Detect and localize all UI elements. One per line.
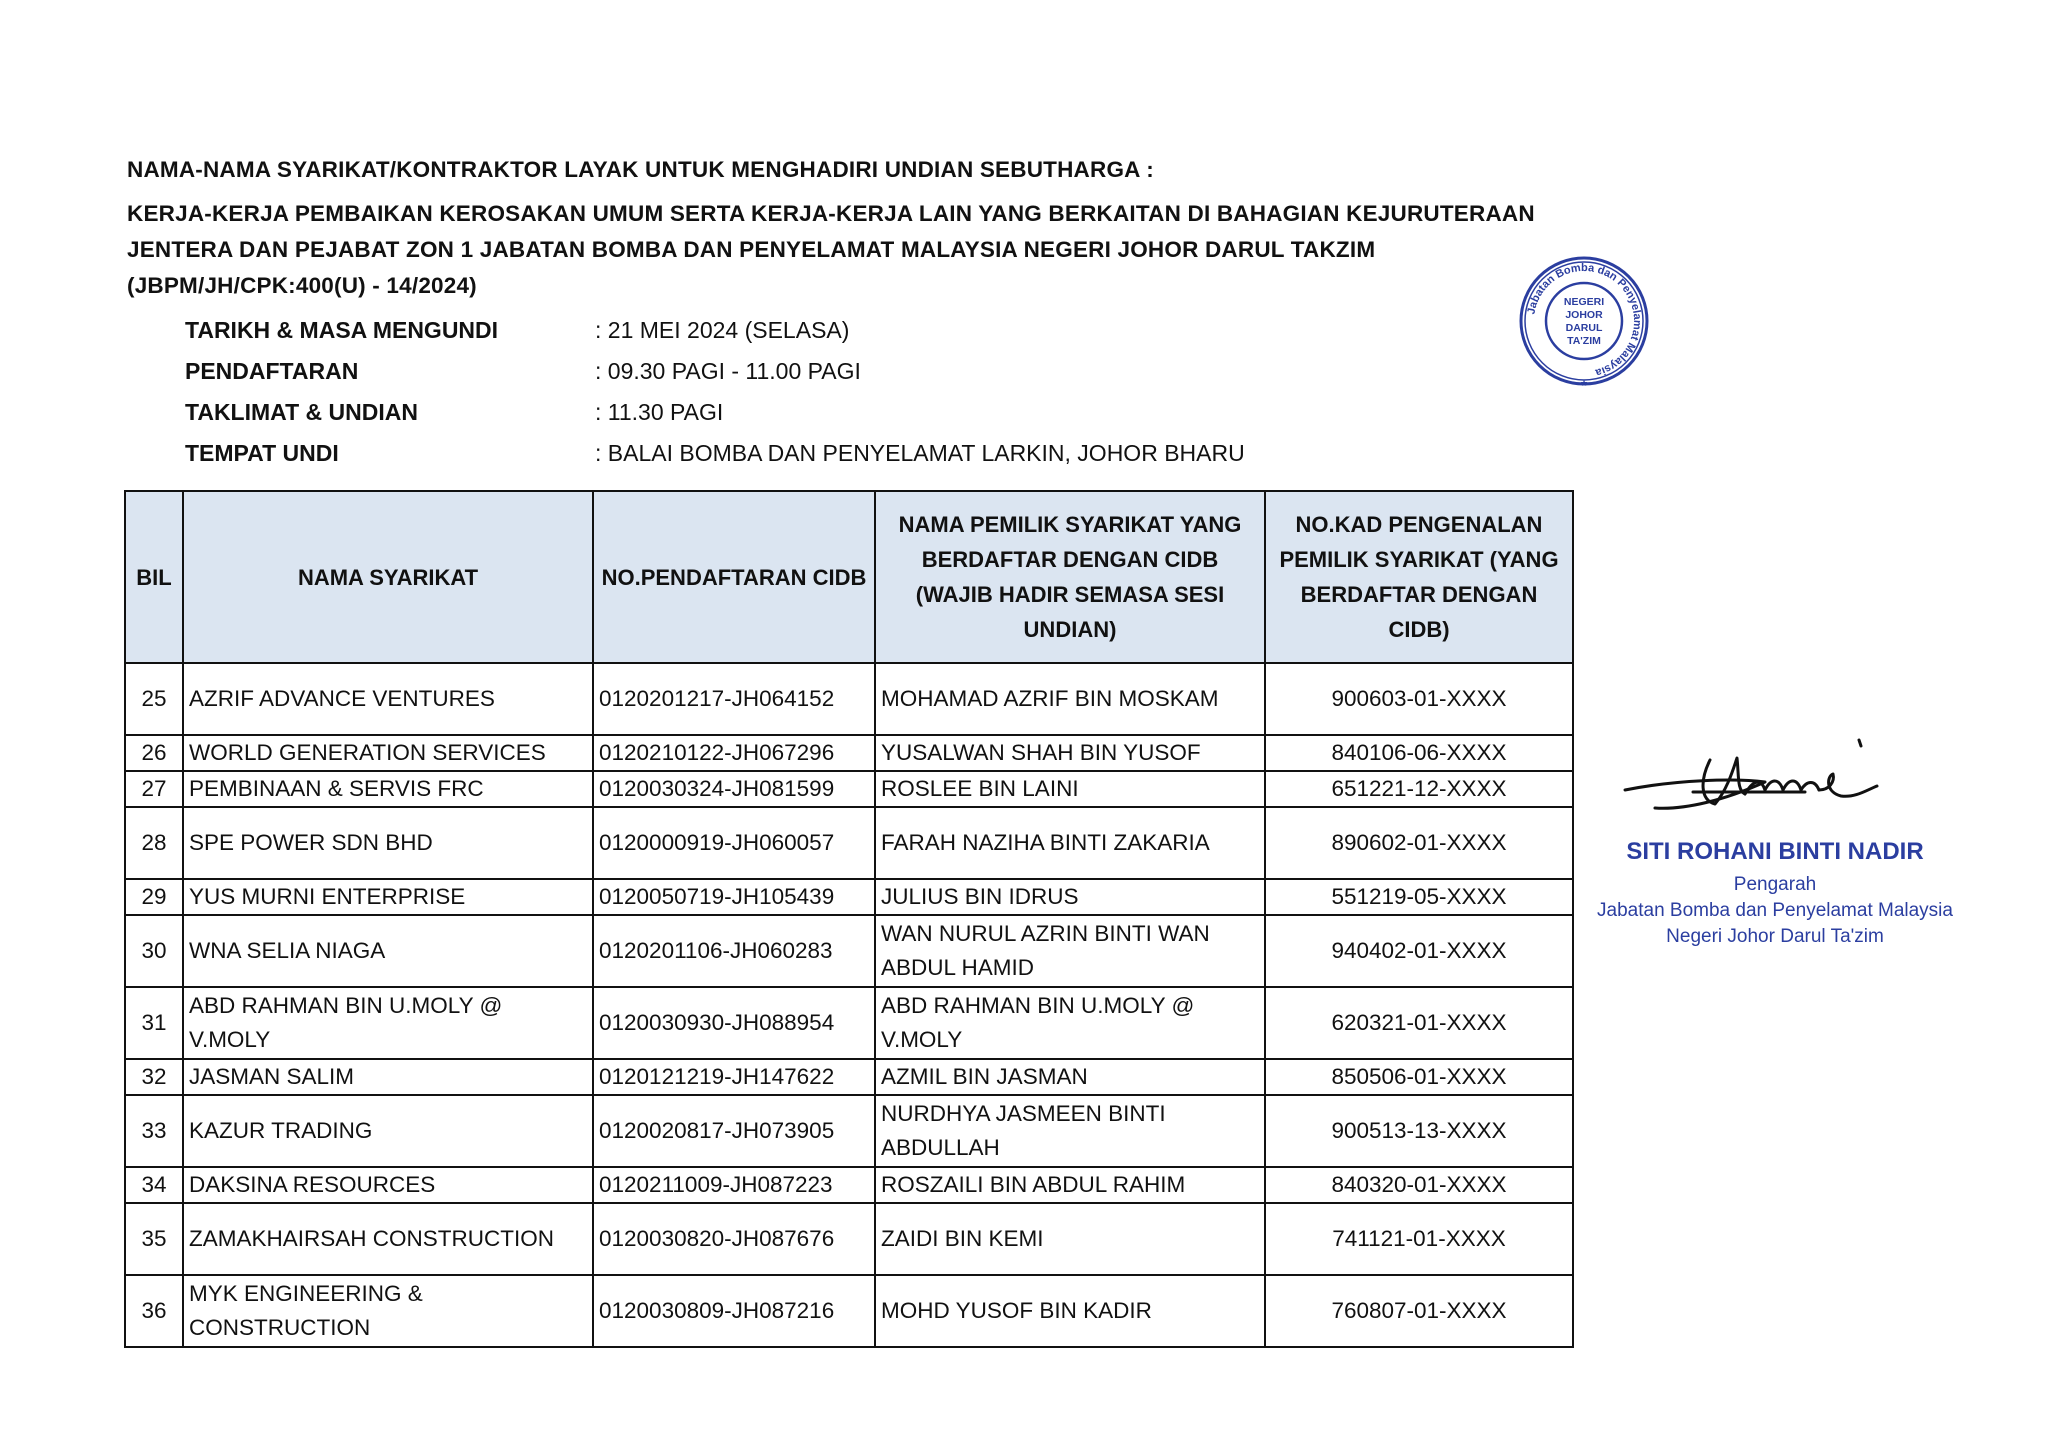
owner-name: YUSALWAN SHAH BIN YUSOF — [875, 735, 1265, 771]
project-title-line-2: JENTERA DAN PEJABAT ZON 1 JABATAN BOMBA DAN PENYELAMAT MALAYSIA NEGERI JOHOR DARUL TAKZIM — [127, 237, 1376, 262]
company-name: YUS MURNI ENTERPRISE — [183, 879, 593, 915]
seal-text: DARUL — [1565, 322, 1603, 334]
ic-number: 620321-01-XXXX — [1265, 987, 1573, 1059]
table-row — [125, 987, 1573, 1059]
company-table — [124, 490, 1574, 1348]
info-label: TAKLIMAT & UNDIAN — [185, 398, 418, 425]
row-number: 25 — [125, 663, 183, 735]
owner-name: MOHD YUSOF BIN KADIR — [875, 1275, 1265, 1347]
table-row — [125, 1203, 1573, 1275]
ic-number: 760807-01-XXXX — [1265, 1275, 1573, 1347]
row-number: 30 — [125, 915, 183, 987]
cidb-number: 0120210122-JH067296 — [593, 735, 875, 771]
cidb-number: 0120030809-JH087216 — [593, 1275, 875, 1347]
seal-text: JOHOR — [1565, 309, 1603, 321]
project-title-line-1: KERJA-KERJA PEMBAIKAN KEROSAKAN UMUM SERTA KERJA-KERJA LAIN YANG BERKAITAN DI BAHAGIAN KEJURUTERAAN — [127, 201, 1535, 226]
company-name: WORLD GENERATION SERVICES — [183, 735, 593, 771]
company-name: DAKSINA RESOURCES — [183, 1167, 593, 1203]
cidb-number: 0120030930-JH088954 — [593, 987, 875, 1059]
owner-name: MOHAMAD AZRIF BIN MOSKAM — [875, 663, 1265, 735]
cidb-number: 0120000919-JH060057 — [593, 807, 875, 879]
info-registration — [185, 351, 861, 391]
company-name: PEMBINAAN & SERVIS FRC — [183, 771, 593, 807]
row-number: 33 — [125, 1095, 183, 1167]
ic-number: 940402-01-XXXX — [1265, 915, 1573, 987]
cidb-number: 0120211009-JH087223 — [593, 1167, 875, 1203]
signatory-title: Pengarah — [1733, 874, 1817, 895]
info-value: : 11.30 PAGI — [595, 398, 724, 425]
column-header-ic: NO.KAD PENGENALAN PEMILIK SYARIKAT (YANG BERDAFTAR DENGAN CIDB) — [1265, 491, 1573, 663]
seal-text: NEGERI — [1563, 296, 1605, 308]
company-name: SPE POWER SDN BHD — [183, 807, 593, 879]
owner-name: NURDHYA JASMEEN BINTI ABDULLAH — [875, 1095, 1265, 1167]
table-row — [125, 1059, 1573, 1095]
signature-icon — [1615, 730, 1910, 822]
cidb-number: 0120121219-JH147622 — [593, 1059, 875, 1095]
column-header-company: NAMA SYARIKAT — [183, 491, 593, 663]
table-row — [125, 663, 1573, 735]
cidb-number: 0120050719-JH105439 — [593, 879, 875, 915]
cidb-number: 0120030324-JH081599 — [593, 771, 875, 807]
seal-text: TA'ZIM — [1567, 335, 1601, 347]
info-date-time — [185, 310, 849, 350]
row-number: 31 — [125, 987, 183, 1059]
table-row — [125, 735, 1573, 771]
ic-number: 840320-01-XXXX — [1265, 1167, 1573, 1203]
owner-name: ABD RAHMAN BIN U.MOLY @ V.MOLY — [875, 987, 1265, 1059]
column-header-cidb: NO.PENDAFTARAN CIDB — [593, 491, 875, 663]
row-number: 26 — [125, 735, 183, 771]
company-name: MYK ENGINEERING & CONSTRUCTION — [183, 1275, 593, 1347]
table-row — [125, 1275, 1573, 1347]
company-name: WNA SELIA NIAGA — [183, 915, 593, 987]
ic-number: 890602-01-XXXX — [1265, 807, 1573, 879]
signatory-state: Negeri Johor Darul Ta'zim — [1666, 926, 1884, 947]
info-label: TARIKH & MASA MENGUNDI — [185, 316, 499, 343]
row-number: 36 — [125, 1275, 183, 1347]
table-row — [125, 1167, 1573, 1203]
ic-number: 900603-01-XXXX — [1265, 663, 1573, 735]
row-number: 34 — [125, 1167, 183, 1203]
table-row — [125, 771, 1573, 807]
document-title: NAMA-NAMA SYARIKAT/KONTRAKTOR LAYAK UNTUK MENGHADIRI UNDIAN SEBUTHARGA : — [127, 157, 1154, 182]
table-row — [125, 1095, 1573, 1167]
row-number: 35 — [125, 1203, 183, 1275]
company-name: KAZUR TRADING — [183, 1095, 593, 1167]
table-row — [125, 807, 1573, 879]
info-venue — [185, 433, 1245, 473]
row-number: 27 — [125, 771, 183, 807]
owner-name: AZMIL BIN JASMAN — [875, 1059, 1265, 1095]
info-value: : 21 MEI 2024 (SELASA) — [595, 316, 850, 343]
info-label: TEMPAT UNDI — [185, 439, 339, 466]
row-number: 32 — [125, 1059, 183, 1095]
column-header-bil: BIL — [125, 491, 183, 663]
ic-number: 741121-01-XXXX — [1265, 1203, 1573, 1275]
info-label: PENDAFTARAN — [185, 357, 359, 384]
info-value: : 09.30 PAGI - 11.00 PAGI — [595, 357, 861, 384]
company-name: ABD RAHMAN BIN U.MOLY @ V.MOLY — [183, 987, 593, 1059]
row-number: 29 — [125, 879, 183, 915]
column-header-owner: NAMA PEMILIK SYARIKAT YANG BERDAFTAR DENGAN CIDB (WAJIB HADIR SEMASA SESI UNDIAN) — [875, 491, 1265, 663]
signatory-organization: Jabatan Bomba dan Penyelamat Malaysia — [1597, 900, 1953, 921]
ic-number: 900513-13-XXXX — [1265, 1095, 1573, 1167]
cidb-number: 0120201106-JH060283 — [593, 915, 875, 987]
owner-name: ROSLEE BIN LAINI — [875, 771, 1265, 807]
ic-number: 551219-05-XXXX — [1265, 879, 1573, 915]
company-name: JASMAN SALIM — [183, 1059, 593, 1095]
info-value: : BALAI BOMBA DAN PENYELAMAT LARKIN, JOHOR BHARU — [595, 439, 1245, 466]
owner-name: JULIUS BIN IDRUS — [875, 879, 1265, 915]
table-row — [125, 879, 1573, 915]
owner-name: ZAIDI BIN KEMI — [875, 1203, 1265, 1275]
company-name: ZAMAKHAIRSAH CONSTRUCTION — [183, 1203, 593, 1275]
table-header-row — [125, 491, 1573, 663]
ic-number: 840106-06-XXXX — [1265, 735, 1573, 771]
ic-number: 850506-01-XXXX — [1265, 1059, 1573, 1095]
cidb-number: 0120030820-JH087676 — [593, 1203, 875, 1275]
table-row — [125, 915, 1573, 987]
row-number: 28 — [125, 807, 183, 879]
ic-number: 651221-12-XXXX — [1265, 771, 1573, 807]
owner-name: ROSZAILI BIN ABDUL RAHIM — [875, 1167, 1265, 1203]
info-briefing — [185, 392, 723, 432]
cidb-number: 0120020817-JH073905 — [593, 1095, 875, 1167]
cidb-number: 0120201217-JH064152 — [593, 663, 875, 735]
svg-text:★: ★ — [1579, 379, 1589, 387]
reference-number: (JBPM/JH/CPK:400(U) - 14/2024) — [127, 273, 477, 298]
department-seal-icon — [1518, 255, 1650, 387]
owner-name: WAN NURUL AZRIN BINTI WAN ABDUL HAMID — [875, 915, 1265, 987]
company-name: AZRIF ADVANCE VENTURES — [183, 663, 593, 735]
owner-name: FARAH NAZIHA BINTI ZAKARIA — [875, 807, 1265, 879]
svg-text:Jabatan Bomba dan Penyelamat M: Jabatan Bomba dan Penyelamat Malaysia — [1525, 261, 1644, 379]
signatory-name: SITI ROHANI BINTI NADIR — [1626, 838, 1924, 865]
